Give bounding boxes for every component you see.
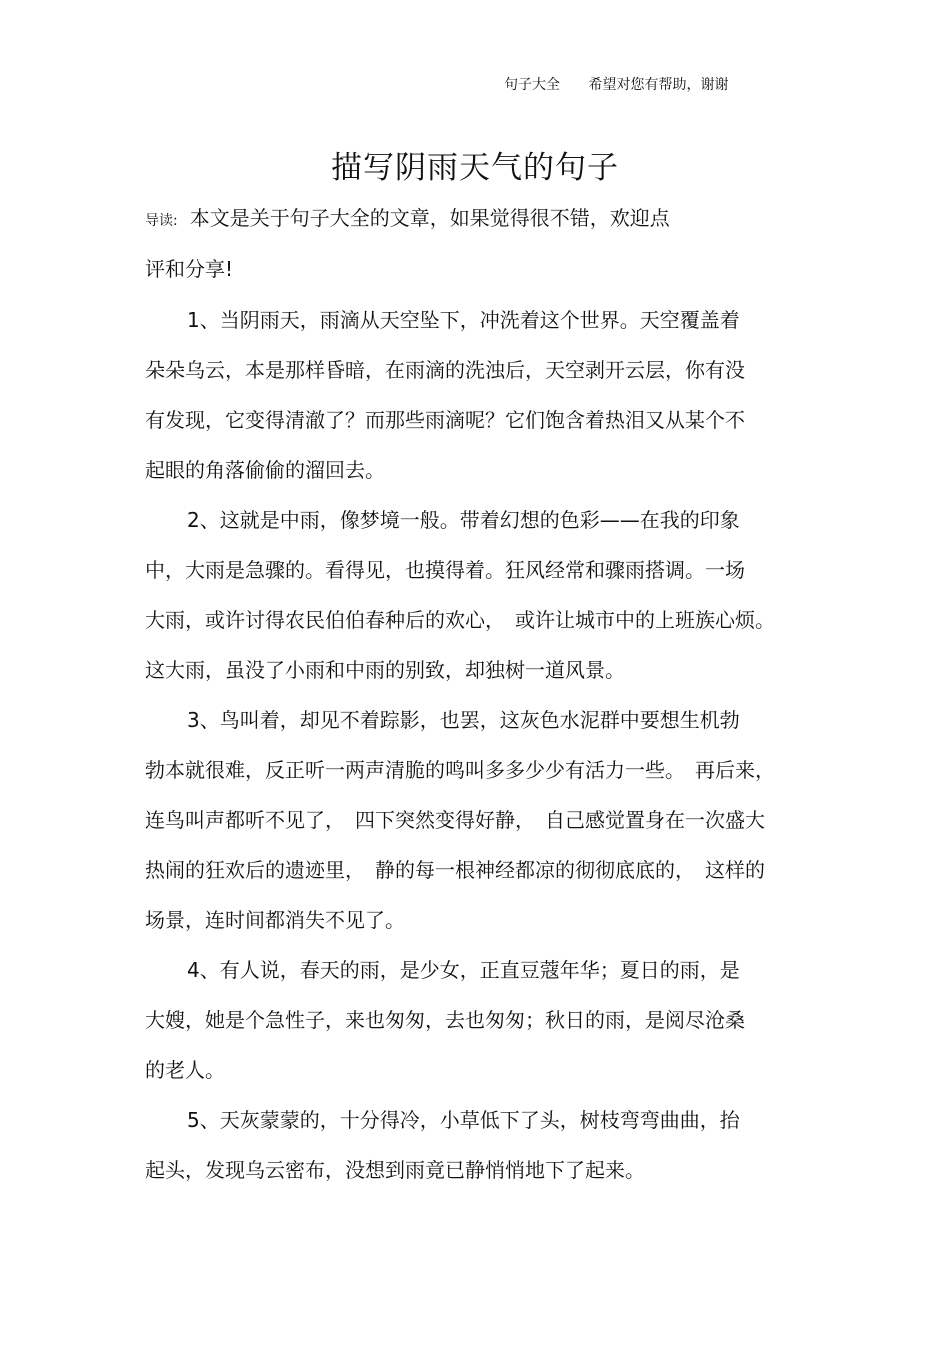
- paragraph-1-line-4: 起眼的角落偷偷的溜回去。: [145, 458, 385, 482]
- paragraph-3-line-2: 勃本就很难，反正听一两声清脆的鸣叫多多少少有活力一些。 再后来，: [145, 758, 775, 782]
- lead-text-1: 本文是关于句子大全的文章，如果觉得很不错，欢迎点: [189, 206, 670, 230]
- paragraph-4-line-3: 的老人。: [145, 1058, 225, 1082]
- paragraph-2-line-3: 大雨，或许讨得农民伯伯春种后的欢心， 或许让城市中的上班族心烦。: [145, 608, 775, 632]
- paragraph-1-line-2: 朵朵乌云，本是那样昏暗，在雨滴的洗浊后，天空剥开云层，你有没: [145, 358, 745, 382]
- page-header: [504, 74, 728, 94]
- paragraph-5-line-1: 5、天灰蒙蒙的，十分得冷，小草低下了头，树枝弯弯曲曲，抬: [187, 1108, 740, 1132]
- paragraph-4-line-1: 4、有人说，春天的雨，是少女，正直豆蔻年华；夏日的雨，是: [187, 958, 740, 982]
- paragraph-3-line-4: 热闹的狂欢后的遗迹里， 静的每一根神经都凉的彻彻底底的， 这样的: [145, 858, 765, 882]
- paragraph-3-line-5: 场景，连时间都消失不见了。: [145, 908, 405, 932]
- paragraph-1-line-1: 1、当阴雨天，雨滴从天空坠下，冲洗着这个世界。天空覆盖着: [187, 308, 740, 332]
- paragraph-2-line-1: 2、这就是中雨，像梦境一般。带着幻想的色彩——在我的印象: [187, 508, 740, 532]
- paragraph-3-line-1: 3、鸟叫着，却见不着踪影，也罢，这灰色水泥群中要想生机勃: [187, 708, 740, 732]
- header-tagline: 希望对您有帮助，谢谢: [588, 77, 729, 93]
- header-site-name: 句子大全: [504, 77, 560, 93]
- paragraph-2-line-2: 中，大雨是急骤的。看得见，也摸得着。狂风经常和骤雨搭调。一场: [145, 558, 745, 582]
- paragraph-5-line-2: 起头，发现乌云密布，没想到雨竟已静悄悄地下了起来。: [145, 1158, 645, 1182]
- page-title: 描写阴雨天气的句子: [331, 150, 619, 186]
- paragraph-1-line-3: 有发现，它变得清澈了？而那些雨滴呢？它们饱含着热泪又从某个不: [145, 408, 745, 432]
- paragraph-3-line-3: 连鸟叫声都听不见了， 四下突然变得好静， 自己感觉置身在一次盛大: [145, 808, 765, 832]
- lead-line-2: 评和分享!: [145, 257, 234, 281]
- lead-label: 导读:: [145, 213, 178, 229]
- paragraph-4-line-2: 大嫂，她是个急性子，来也匆匆，去也匆匆；秋日的雨，是阅尽沧桑: [145, 1008, 745, 1032]
- paragraph-2-line-4: 这大雨，虽没了小雨和中雨的别致，却独树一道风景。: [145, 658, 625, 682]
- lead-line-1: [145, 206, 670, 233]
